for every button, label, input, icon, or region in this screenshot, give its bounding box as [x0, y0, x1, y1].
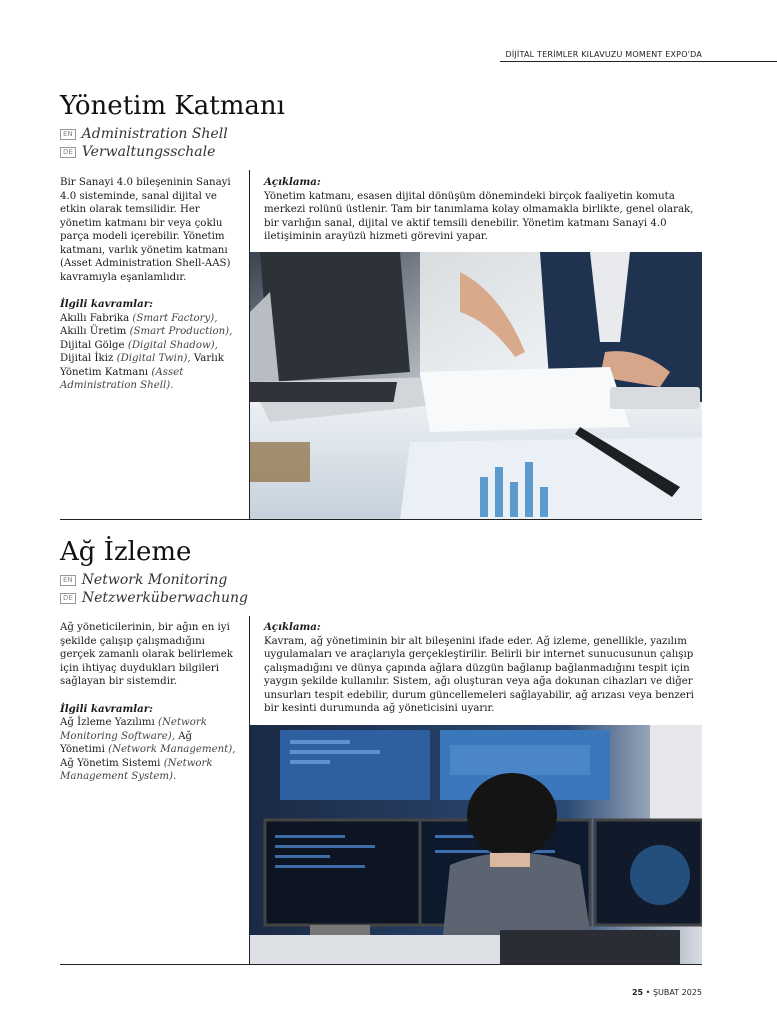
- description-text: Kavram, ağ yönetiminin bir alt bileşenini ifade eder. Ağ izleme, genellikle, yazılım uygulamaları ve araçlarıyla gerçekleştirilir. Belirli bir internet sunucusunun çalışıp çalışmadığını ve dünya çapında ağlara düzgün bağlanıp bağlanmadığını tespit için yaygın şekilde kullanılır. Sistem, ağı oluşturan veya ağa dokunan cihazları ve diğer unsurları tespit edebilir, durum güncellemeleri sağlayabilir, ağ arızası veya benzeri bir kesinti durumunda ağ yöneticisini uyarır.: [264, 635, 694, 714]
- related-label: İlgili kavramlar:: [60, 298, 153, 310]
- related-term: Ağ Yönetimi: [60, 730, 193, 755]
- related-term: Akıllı Üretim: [60, 326, 127, 337]
- related-term-en: (Network Management),: [108, 744, 236, 755]
- related-term-en: (Network Monitoring Software),: [60, 717, 207, 742]
- business-meeting-photo: [250, 252, 702, 519]
- related-term: Varlık Yönetim Katmanı: [60, 353, 224, 378]
- summary-text: Bir Sanayi 4.0 bileşeninin Sanayi 4.0 sisteminde, sanal dijital ve etkin olarak temsilidir. Her yönetim katmanı bir veya çoklu parça modeli içerebilir. Yönetim katmanı, varlık yönetim katmanı (Asset Administration Shell-AAS) kavramıyla eşanlamlıdır.: [60, 177, 231, 283]
- lang-tag-de: DE: [60, 593, 76, 604]
- lang-tag-de: DE: [60, 147, 76, 158]
- related-term-en: (Network Management System).: [60, 757, 213, 782]
- translation-en-text: Administration Shell: [81, 126, 228, 142]
- section-divider: [60, 519, 702, 520]
- related-list: [60, 716, 240, 784]
- translation-de: [60, 144, 215, 160]
- related-term-en: (Smart Production),: [129, 326, 233, 337]
- header-rule: [500, 61, 777, 62]
- related-list: [60, 312, 240, 393]
- description-label: Açıklama:: [264, 621, 321, 633]
- page-number: 25: [631, 988, 644, 997]
- related-term-en: (Digital Twin),: [116, 353, 191, 364]
- section-title: Ağ İzleme: [60, 537, 192, 567]
- lang-tag-en: EN: [60, 129, 76, 140]
- photo-illustration: [250, 252, 702, 519]
- related-term-en: (Asset Administration Shell).: [60, 366, 184, 391]
- related-term-en: (Digital Shadow),: [127, 339, 218, 351]
- section-divider: [60, 964, 702, 965]
- summary-column: [60, 621, 240, 784]
- related-term: Akıllı Fabrika: [60, 312, 130, 324]
- related-term-en: (Smart Factory),: [132, 312, 218, 324]
- summary-text: Ağ yöneticilerinin, bir ağın en iyi şekilde çalışıp çalışmadığını gerçek zamanlı olarak belirlemek için ihtiyaç duydukları bilgileri sağlayan bir sistemdir.: [60, 622, 233, 687]
- translation-de-text: Netzwerküberwachung: [81, 590, 248, 606]
- related-term: Ağ İzleme Yazılımı: [60, 717, 155, 728]
- lang-tag-en: EN: [60, 575, 76, 586]
- description-column: [264, 621, 704, 716]
- summary-column: [60, 176, 240, 393]
- footer-separator: •: [645, 988, 651, 997]
- related-term: Ağ Yönetim Sistemi: [60, 757, 161, 769]
- translation-en: [60, 572, 227, 588]
- translation-de: [60, 590, 248, 606]
- related-label: İlgili kavramlar:: [60, 702, 153, 715]
- network-monitoring-photo: [250, 725, 702, 964]
- description-label: Açıklama:: [264, 176, 321, 188]
- translation-en-text: Network Monitoring: [81, 572, 228, 588]
- related-term: Dijital Gölge: [60, 339, 125, 351]
- header-title: DİJİTAL TERİMLER KILAVUZU MOMENT EXPO'DA: [505, 50, 702, 59]
- page-footer: [632, 988, 702, 997]
- translation-de-text: Verwaltungsschale: [81, 144, 216, 160]
- issue-date: ŞUBAT 2025: [652, 988, 702, 997]
- description-column: [264, 176, 704, 244]
- photo-illustration: [250, 725, 702, 964]
- related-term: Dijital İkiz: [60, 353, 114, 364]
- description-text: Yönetim katmanı, esasen dijital dönüşüm dönemindeki birçok faaliyetin komuta merkezi rolünü üstlenir. Tam bir tanımlama kolay olmamakla birlikte, genel olarak, bir varlığın sanal, dijital ve aktif temsili denebilir. Yönetim katmanı Sanayi 4.0 iletişiminin arayüzü hizmeti görevini yapar.: [264, 190, 694, 242]
- section-title: Yönetim Katmanı: [60, 91, 285, 121]
- translation-en: [60, 126, 228, 142]
